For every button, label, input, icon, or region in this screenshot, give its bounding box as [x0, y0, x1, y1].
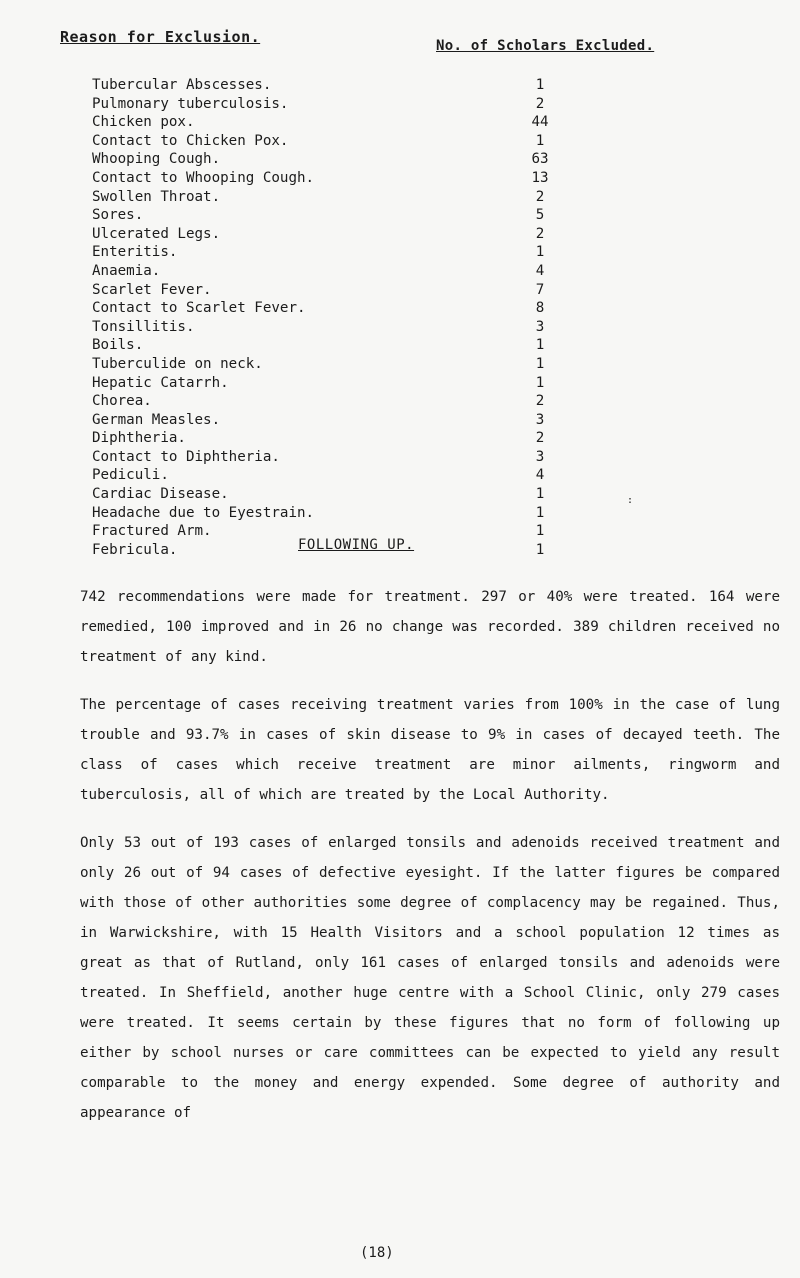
exclusion-count: 8 [535, 300, 545, 317]
exclusion-count: 1 [535, 337, 545, 354]
paragraph: The percentage of cases receiving treatment varies from 100% in the case of lung trouble and 93.7% in cases of skin disease to 9% in cases of decayed teeth. The class of cases which receive treatment are minor ailments, ringworm and tuberculosis, all of which are treated by the Local Authority. [80, 697, 780, 803]
exclusion-reason: Tonsillitis. [92, 318, 195, 335]
exclusion-reason: German Measles. [92, 411, 221, 428]
exclusion-reason: Enteritis. [92, 244, 178, 261]
exclusion-reason: Contact to Scarlet Fever. [92, 300, 306, 317]
exclusion-count: 4 [535, 467, 545, 484]
exclusion-count: 3 [535, 411, 545, 428]
exclusion-count: 1 [535, 523, 545, 540]
exclusion-reason: Chicken pox. [92, 114, 195, 131]
exclusion-count: 1 [535, 541, 545, 558]
exclusion-count: 1 [535, 132, 545, 149]
exclusion-count: 2 [535, 95, 545, 112]
section-title: FOLLOWING UP. [298, 537, 415, 553]
exclusion-count: 3 [535, 448, 545, 465]
exclusion-reason: Diphtheria. [92, 430, 186, 447]
exclusion-reason: Cardiac Disease. [92, 486, 229, 503]
paragraph: 742 recommendations were made for treatment. 297 or 40% were treated. 164 were remedied, 100 improved and in 26 no change was recorded. 389 children received no treatment of any kind. [80, 589, 780, 665]
exclusion-reason: Contact to Chicken Pox. [92, 132, 289, 149]
exclusion-reason: Sores. [92, 207, 144, 224]
exclusion-count: 63 [531, 151, 549, 168]
exclusion-count: 1 [535, 486, 545, 503]
exclusion-counts-list [530, 76, 550, 559]
paragraph: Only 53 out of 193 cases of enlarged tonsils and adenoids received treatment and only 26 out of 94 cases of defective eyesight. If the latter figures be compared with those of other authorities some degree of complacency may be regained. Thus, in Warwickshire, with 15 Health Visitors and a school population 12 times as great as that of Rutland, only 161 cases of enlarged tonsils and adenoids were treated. In Sheffield, another huge centre with a School Clinic, only 279 cases were treated. It seems certain by these figures that no form of following up either by school nurses or care committees can be expected to yield any result comparable to the money and energy expended. Some degree of authority and appearance of [80, 835, 780, 1121]
count-column-heading: No. of Scholars Excluded. [436, 38, 655, 54]
exclusion-reason: Tubercular Abscesses. [92, 77, 272, 93]
exclusion-reason: Swollen Throat. [92, 188, 221, 205]
exclusion-reason: Hepatic Catarrh. [92, 374, 229, 391]
exclusion-count: 7 [535, 281, 545, 298]
exclusion-reason: Whooping Cough. [92, 151, 221, 168]
exclusion-reason: Headache due to Eyestrain. [92, 504, 315, 521]
exclusion-reason: Febricula. [92, 541, 178, 558]
exclusion-reasons-list [92, 76, 314, 559]
exclusion-count: 1 [535, 504, 545, 521]
exclusion-reason: Contact to Diphtheria. [92, 448, 280, 465]
exclusion-count: 2 [535, 188, 545, 205]
body-text [80, 582, 780, 1146]
exclusion-reason: Pulmonary tuberculosis. [92, 95, 289, 112]
page-number: (18) [360, 1245, 394, 1261]
tick-mark: : [627, 495, 634, 506]
reason-column-heading: Reason for Exclusion. [60, 28, 261, 46]
exclusion-count: 2 [535, 430, 545, 447]
exclusion-count: 1 [535, 355, 545, 372]
exclusion-count: 2 [535, 225, 545, 242]
exclusion-count: 1 [535, 244, 545, 261]
exclusion-count: 1 [535, 374, 545, 391]
exclusion-reason: Ulcerated Legs. [92, 225, 221, 242]
exclusion-reason: Scarlet Fever. [92, 281, 212, 298]
exclusion-reason: Contact to Whooping Cough. [92, 169, 315, 186]
exclusion-reason: Pediculi. [92, 467, 169, 484]
exclusion-count: 44 [531, 114, 549, 131]
exclusion-count: 2 [535, 393, 545, 410]
exclusion-reason: Tuberculide on neck. [92, 355, 263, 372]
exclusion-count: 1 [535, 77, 545, 93]
exclusion-count: 3 [535, 318, 545, 335]
exclusion-reason: Fractured Arm. [92, 523, 212, 540]
exclusion-reason: Anaemia. [92, 262, 161, 279]
exclusion-reason: Boils. [92, 337, 144, 354]
exclusion-reason: Chorea. [92, 393, 152, 410]
exclusion-count: 5 [535, 207, 545, 224]
exclusion-count: 13 [531, 169, 549, 186]
exclusion-count: 4 [535, 262, 545, 279]
